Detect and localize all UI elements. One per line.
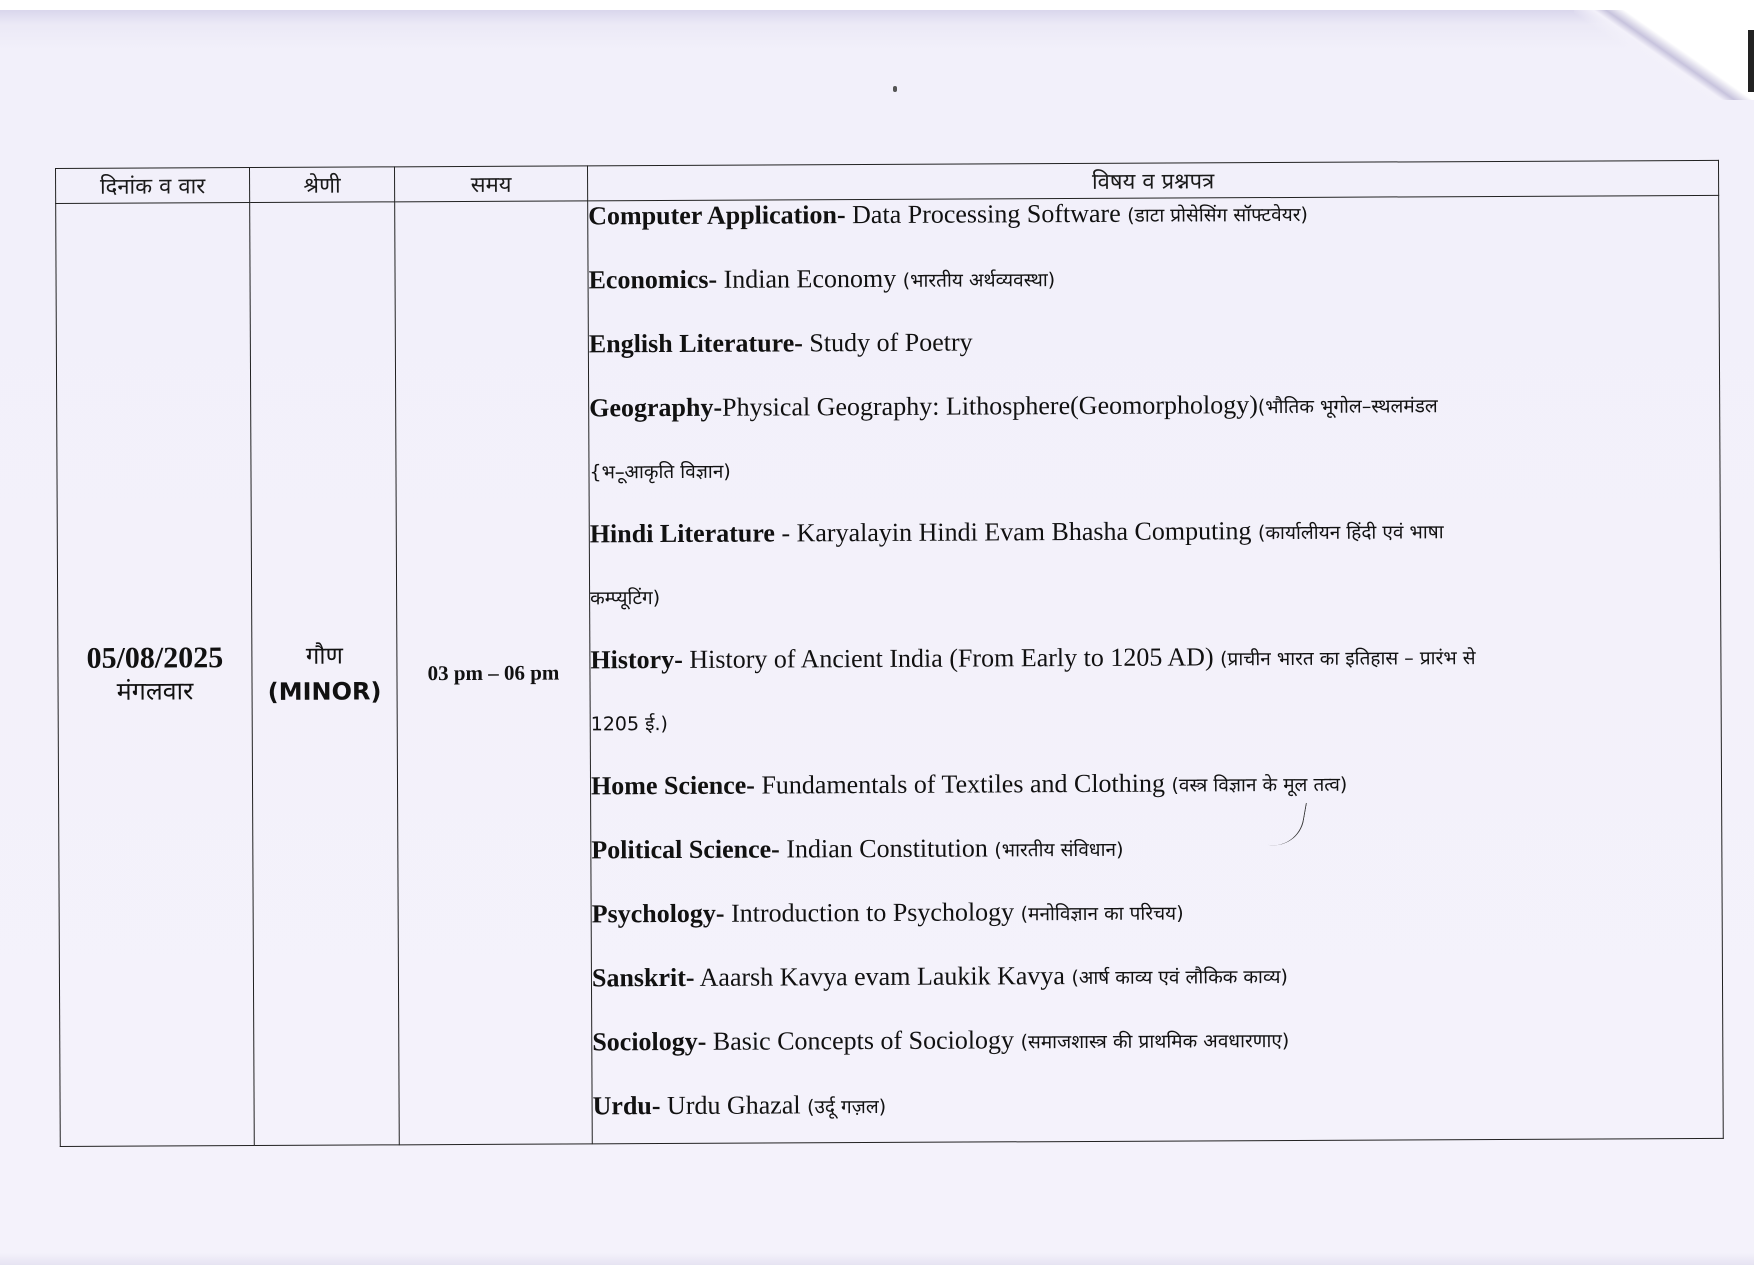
paper-title-hindi: (उर्दू गज़ल) xyxy=(807,1095,887,1119)
exam-day: मंगलवार xyxy=(116,676,194,706)
paper-title: Physical Geography: Lithosphere(Geomorphology) xyxy=(721,390,1258,422)
header-time: समय xyxy=(394,166,587,202)
header-category: श्रेणी xyxy=(250,167,395,203)
paper-title: Fundamentals of Textiles and Clothing xyxy=(754,768,1172,800)
header-date-day: दिनांक व वार xyxy=(56,168,250,204)
subject-name: Sanskrit- xyxy=(591,962,695,993)
exam-schedule-table-wrapper xyxy=(55,160,1724,1147)
scan-edge-shadow xyxy=(1748,30,1754,92)
paper-title: Data Processing Software xyxy=(845,198,1128,230)
paper-title: Indian Constitution xyxy=(779,833,995,864)
paper-title-hindi: (प्राचीन भारत का इतिहास – प्रारंभ से xyxy=(1220,647,1476,671)
category-hindi: गौण xyxy=(305,641,344,670)
paper-title-hindi: (भारतीय अर्थव्यवस्था) xyxy=(902,269,1056,292)
paper-title: Aaarsh Kavya evam Laukik Kavya xyxy=(694,961,1072,992)
ink-speck xyxy=(893,86,897,92)
paper-title-continuation: 1205 ई.) xyxy=(590,713,668,736)
table-row xyxy=(56,195,1724,1146)
subject-name: Political Science- xyxy=(591,834,780,865)
subject-item xyxy=(591,766,1721,804)
subjects-cell xyxy=(588,195,1724,1144)
folded-corner xyxy=(1574,10,1754,100)
exam-date: 05/08/2025 xyxy=(86,641,224,675)
subject-item xyxy=(589,324,1719,362)
exam-schedule-table xyxy=(55,160,1724,1147)
subject-item xyxy=(592,894,1722,932)
subject-item xyxy=(590,640,1720,740)
paper-title-hindi: (डाटा प्रोसेसिंग सॉफ्टवेयर) xyxy=(1127,203,1308,227)
category-english: (MINOR) xyxy=(267,677,382,706)
paper-title-continuation: {भ–ूआकृति विज्ञान) xyxy=(589,460,731,484)
paper-title-hindi: (समाजशास्त्र की प्राथमिक अवधारणाए) xyxy=(1020,1029,1290,1054)
paper-title: Basic Concepts of Sociology xyxy=(706,1025,1021,1056)
date-cell xyxy=(56,203,255,1147)
subject-name: Home Science- xyxy=(590,770,755,801)
category-cell xyxy=(250,202,400,1146)
paper-title-hindi: (कार्यालीयन हिंदी एवं भाषा xyxy=(1257,521,1444,545)
paper-title-hindi: (मनोविज्ञान का परिचय) xyxy=(1020,902,1184,926)
paper-title-continuation: कम्प्यूटिंग) xyxy=(590,587,661,610)
header-subject-paper: विषय व प्रश्नपत्र xyxy=(587,160,1718,201)
subject-item xyxy=(590,514,1720,614)
paper-title-hindi: (भौतिक भूगोल–स्थलमंडल xyxy=(1257,395,1438,419)
paper-title: Indian Economy xyxy=(717,263,903,294)
subject-name: Psychology- xyxy=(591,898,725,929)
paper-title-hindi: (वस्त्र विज्ञान के मूल तत्व) xyxy=(1171,773,1348,797)
scan-bottom-margin xyxy=(0,1265,1754,1275)
time-cell: 03 pm – 06 pm xyxy=(395,201,593,1145)
paper-title: Introduction to Psychology xyxy=(724,897,1021,928)
subject-item xyxy=(588,196,1718,234)
subject-item xyxy=(592,958,1722,996)
subject-name: Computer Application- xyxy=(588,200,846,231)
subject-name: Economics- xyxy=(588,264,718,295)
subject-name: English Literature- xyxy=(588,328,803,359)
paper-title: - Karyalayin Hindi Evam Bhasha Computing xyxy=(774,516,1259,548)
scan-top-margin xyxy=(0,0,1754,10)
subject-item xyxy=(588,260,1718,298)
paper-title: History of Ancient India (From Early to 1205 AD) xyxy=(682,642,1221,674)
subject-name: Sociology- xyxy=(592,1026,707,1057)
subject-name: Geography- xyxy=(589,392,723,423)
paper-title: Study of Poetry xyxy=(802,327,973,358)
subject-name: Urdu- xyxy=(592,1091,661,1121)
paper-title-hindi: (आर्ष काव्य एवं लौकिक काव्य) xyxy=(1071,965,1288,990)
subject-name: Hindi Literature xyxy=(589,518,775,549)
subject-item xyxy=(592,1022,1722,1060)
subject-item xyxy=(593,1086,1723,1124)
subject-item xyxy=(591,830,1721,868)
subject-item xyxy=(589,388,1719,488)
paper-title-hindi: (भारतीय संविधान) xyxy=(994,838,1124,862)
subject-name: History- xyxy=(590,644,683,675)
paper-title: Urdu Ghazal xyxy=(660,1090,808,1121)
